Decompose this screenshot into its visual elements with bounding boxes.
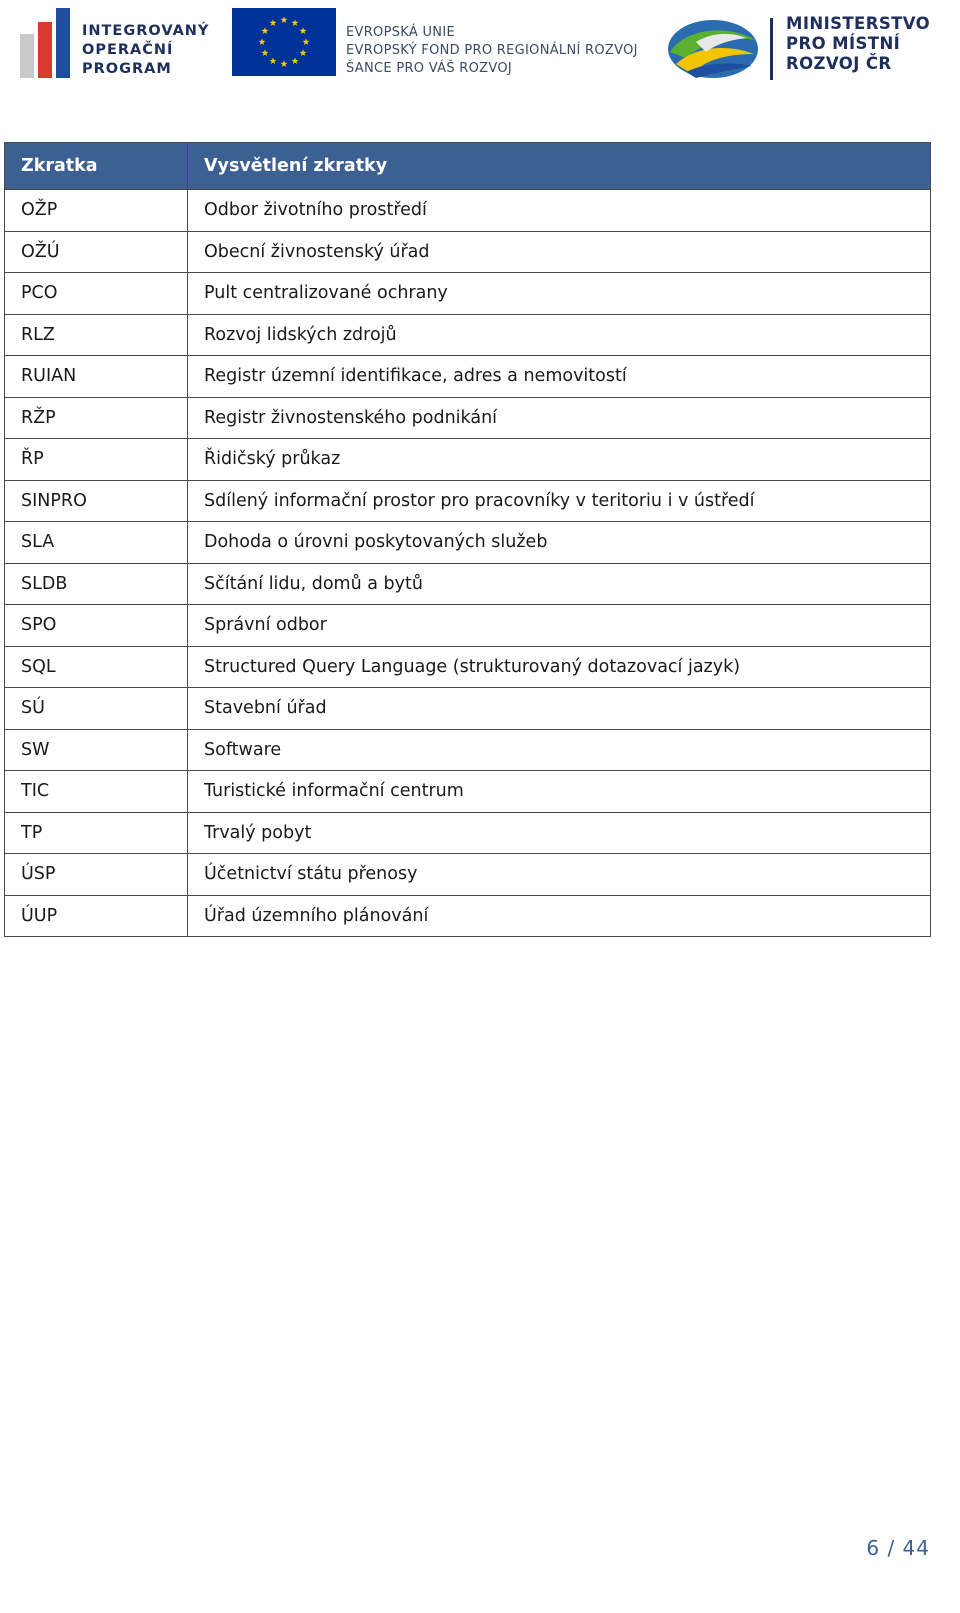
table-row <box>5 314 931 356</box>
abbreviation-cell: SLA <box>5 522 188 564</box>
eu-logo-line: ŠANCE PRO VÁŠ ROZVOJ <box>346 61 513 76</box>
mmr-emblem-icon <box>666 18 760 80</box>
table-row <box>5 522 931 564</box>
abbreviation-cell: OŽÚ <box>5 231 188 273</box>
explanation-cell: Obecní živnostenský úřad <box>188 231 931 273</box>
abbreviation-cell: PCO <box>5 273 188 315</box>
explanation-cell: Turistické informační centrum <box>188 771 931 813</box>
table-row <box>5 397 931 439</box>
explanation-cell: Structured Query Language (strukturovaný dotazovací jazyk) <box>188 646 931 688</box>
table-row <box>5 190 931 232</box>
abbreviations-table <box>4 142 931 937</box>
mmr-logo-text <box>786 14 930 74</box>
abbreviation-cell: SLDB <box>5 563 188 605</box>
abbreviation-cell: RLZ <box>5 314 188 356</box>
eu-logo-text <box>346 24 638 78</box>
mmr-divider <box>770 18 773 80</box>
explanation-cell: Účetnictví státu přenosy <box>188 854 931 896</box>
abbreviation-cell: SW <box>5 729 188 771</box>
table-row <box>5 812 931 854</box>
mmr-logo-line: MINISTERSTVO <box>786 14 931 33</box>
table-row <box>5 688 931 730</box>
explanation-cell: Software <box>188 729 931 771</box>
mmr-logo-line: ROZVOJ ČR <box>786 54 892 73</box>
explanation-cell: Odbor životního prostředí <box>188 190 931 232</box>
iop-logo-line: OPERAČNÍ <box>82 42 174 58</box>
abbreviation-cell: ÚSP <box>5 854 188 896</box>
table-row <box>5 480 931 522</box>
abbreviation-cell: RUIAN <box>5 356 188 398</box>
explanation-cell: Řidičský průkaz <box>188 439 931 481</box>
mmr-logo <box>666 8 946 80</box>
abbreviation-cell: OŽP <box>5 190 188 232</box>
explanation-cell: Stavební úřad <box>188 688 931 730</box>
abbreviation-cell: TP <box>5 812 188 854</box>
table-row <box>5 605 931 647</box>
page-number: 6 / 44 <box>866 1536 930 1560</box>
table-row <box>5 895 931 937</box>
iop-logo-line: PROGRAM <box>82 61 172 77</box>
table-row <box>5 854 931 896</box>
abbreviation-cell: SÚ <box>5 688 188 730</box>
eu-flag-icon <box>232 8 336 76</box>
explanation-cell: Registr živnostenského podnikání <box>188 397 931 439</box>
abbreviation-cell: SINPRO <box>5 480 188 522</box>
explanation-cell: Registr územní identifikace, adres a nemovitostí <box>188 356 931 398</box>
explanation-cell: Dohoda o úrovni poskytovaných služeb <box>188 522 931 564</box>
iop-logo <box>20 8 210 78</box>
explanation-cell: Rozvoj lidských zdrojů <box>188 314 931 356</box>
iop-bars-icon <box>20 8 80 78</box>
table-row <box>5 356 931 398</box>
table-row <box>5 771 931 813</box>
explanation-cell: Sdílený informační prostor pro pracovníky v teritoriu i v ústředí <box>188 480 931 522</box>
explanation-cell: Úřad územního plánování <box>188 895 931 937</box>
table-row <box>5 439 931 481</box>
explanation-cell: Pult centralizované ochrany <box>188 273 931 315</box>
iop-logo-text <box>82 22 209 79</box>
abbreviation-cell: SPO <box>5 605 188 647</box>
explanation-cell: Správní odbor <box>188 605 931 647</box>
table-row <box>5 646 931 688</box>
abbreviation-cell: RŽP <box>5 397 188 439</box>
abbreviation-cell: TIC <box>5 771 188 813</box>
iop-logo-line: INTEGROVANÝ <box>82 23 210 39</box>
eu-logo-line: EVROPSKÝ FOND PRO REGIONÁLNÍ ROZVOJ <box>346 43 638 58</box>
explanation-cell: Trvalý pobyt <box>188 812 931 854</box>
abbreviation-cell: ŘP <box>5 439 188 481</box>
abbreviation-cell: SQL <box>5 646 188 688</box>
table-row <box>5 563 931 605</box>
explanation-cell: Sčítání lidu, domů a bytů <box>188 563 931 605</box>
table-row <box>5 273 931 315</box>
eu-logo-line: EVROPSKÁ UNIE <box>346 25 455 40</box>
mmr-logo-line: PRO MÍSTNÍ <box>786 34 901 53</box>
eu-logo <box>232 8 652 80</box>
page-header <box>0 0 960 100</box>
column-header-abbreviation: Zkratka <box>5 143 188 190</box>
abbreviation-cell: ÚUP <box>5 895 188 937</box>
table-row <box>5 729 931 771</box>
column-header-explanation: Vysvětlení zkratky <box>188 143 931 190</box>
table-row <box>5 231 931 273</box>
table-header-row <box>5 143 931 190</box>
